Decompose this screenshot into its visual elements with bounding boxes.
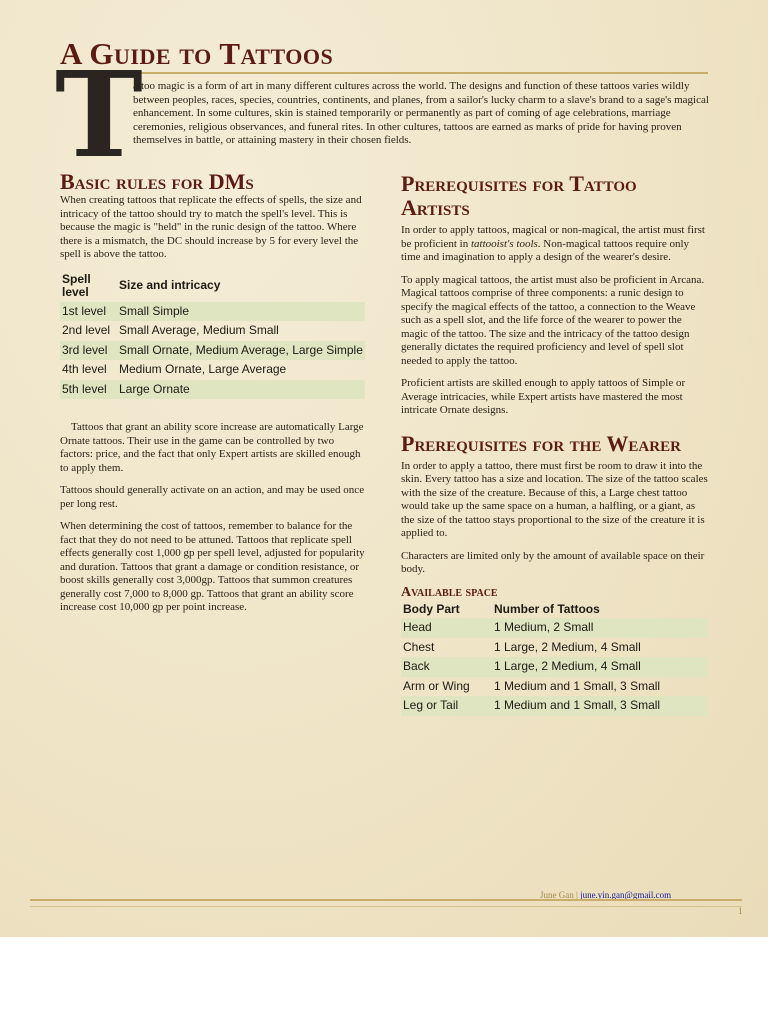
text-span: In order to apply tattoos, magical or non-magical, the artist must first be proficient in — [401, 224, 705, 250]
table-row — [401, 677, 708, 697]
heading-wearer: Prerequisites for the Wearer — [401, 430, 681, 456]
table-header-row — [401, 601, 708, 619]
page-title: A Guide to Tattoos — [60, 36, 334, 71]
table-row — [60, 360, 365, 380]
table-cell: Small Simple — [117, 302, 365, 322]
table-cell: Large Ornate — [117, 380, 365, 400]
left-column — [60, 170, 365, 624]
table-row — [401, 696, 708, 716]
intro-paragraph: attoo magic is a form of art in many different cultures across the world. The designs and function of these tattoos varies wildly between peoples, races, species, countries, continents, and planes, from a sailor's lucky charm to a slave's brand to a sage's magical enhancement. In some cultures, skin is stained temporarily or permanently as part of coming of age celebrations, marriage ceremonies, religious observances, and funeral rites. In other cultures, tattoos are earned as marks of pride for having proven themselves in battle, or attaining mastery in their chosen fields. — [133, 80, 709, 146]
footer-divider — [30, 899, 742, 907]
artist-tiers-paragraph: Proficient artists are skilled enough to apply tattoos of Simple or Average intricacies, while Expert artists have mastered the most intricate Ornate designs. — [401, 377, 686, 416]
table-cell: 1 Medium, 2 Small — [492, 618, 708, 638]
table-cell: 1 Large, 2 Medium, 4 Small — [492, 657, 708, 677]
wearer-room-paragraph: In order to apply a tattoo, there must first be room to draw it into the skin. Every tattoo has a size and location. The size of the tattoo scales with the size of the creature. Because of this, a Large chest tattoo would take up the same space on a human, a halfling, or a giant, as the size of the tattoo stays proportional to the size of the creature it is applied to. — [401, 459, 708, 539]
table-row — [401, 638, 708, 658]
space-limit-paragraph: Characters are limited only by the amount of available space on their body. — [401, 549, 705, 575]
available-space-title: Available space — [401, 584, 498, 600]
right-column — [401, 172, 708, 716]
table-cell: Medium Ornate, Large Average — [119, 362, 287, 376]
table-header-cell: Body Part — [403, 601, 460, 616]
table-row — [60, 321, 365, 341]
table-row — [60, 341, 365, 361]
cost-paragraph: When determining the cost of tattoos, remember to balance for the fact that they do not need to be attuned. Tattoos that replicate spell effects generally cost 1,000 gp per spell level, adjusted for popularity and duration. Tattoos that grant a damage or condition resistance, or boost skills generally cost 3,000gp. Tattoos that summon creatures generally cost 7,000 to 8,000 gp. Tattoos that grant an ability score increase cost 10,000 gp per point increase. — [60, 520, 365, 613]
intro-dropcap: T — [55, 45, 143, 184]
table-cell: Arm or Wing — [403, 678, 470, 693]
table-cell: 1st level — [60, 302, 117, 322]
table-header-cell: Size and intricacy — [119, 278, 221, 293]
magical-tattoos-paragraph: To apply magical tattoos, the artist must also be proficient in Arcana. Magical tattoos comprise of three components: a runic design to specify the magical effects of the tattoo, a connection to the Weave such as a spell slot, and the life force of the wearer to power the magic of the tattoo. The size and the intricacy of the tattoo design generally dictates the required proficiency and level of spell slot needed to apply the tattoo. — [401, 273, 705, 367]
table-cell: Small Average, Medium Small — [119, 323, 279, 337]
artist-proficiency-paragraph — [401, 224, 708, 265]
table-cell: Small Ornate, Medium Average, Large Simple — [117, 341, 365, 361]
table-cell: 2nd level — [62, 323, 111, 337]
table-cell: 1 Medium and 1 Small, 3 Small — [492, 696, 708, 716]
title-divider — [60, 72, 708, 74]
table-cell: Head — [401, 618, 492, 638]
heading-basic-rules: Basic rules for DMs — [60, 169, 254, 194]
basic-rules-paragraph: When creating tattoos that replicate the effects of spells, the size and intricacy of the tattoo should try to match the spell's level. This is because the magic is "held" in the runic design of the tattoo. Where there is a mismatch, the DC should increase by 5 for every level the spell is above the tattoo. — [60, 194, 362, 260]
table-row — [60, 380, 365, 400]
table-cell: Chest — [403, 639, 435, 654]
heading-tattoo-artists: Prerequisites for Tattoo Artists — [401, 171, 637, 220]
table-row — [60, 302, 365, 322]
activation-paragraph: Tattoos should generally activate on an action, and may be used once per long rest. — [60, 484, 365, 510]
table-cell: 4th level — [62, 362, 107, 376]
page-number: 1 — [738, 906, 743, 916]
table-cell: 5th level — [60, 380, 117, 400]
text-span: . Non-magical tattoos require only time and imagination to apply a design of the wearer's desire. — [401, 237, 690, 263]
table-cell: 3rd level — [60, 341, 117, 361]
footer-separator: | — [573, 890, 581, 900]
footer-author: June Gan — [540, 890, 574, 900]
table-cell: Leg or Tail — [401, 696, 492, 716]
footer-email-link[interactable]: june.yin.gan@gmail.com — [580, 890, 672, 900]
table-cell: Back — [401, 657, 492, 677]
table-header-cell: Spell level — [62, 271, 91, 299]
table-cell: 1 Medium and 1 Small, 3 Small — [494, 678, 661, 693]
table-row — [401, 657, 708, 677]
table-header-cell: Number of Tattoos — [494, 601, 600, 616]
table-header-row — [60, 271, 365, 302]
ability-score-paragraph: Tattoos that grant an ability score increase are automatically Large Ornate tattoos. Their use in the game can be controlled by two factors: price, and the fact that only Expert artists are skilled enough to apply them. — [60, 421, 364, 474]
table-cell: 1 Large, 2 Medium, 4 Small — [494, 639, 641, 654]
tattooist-tools-term: tattooist's tools — [470, 237, 538, 250]
spell-level-table — [60, 271, 365, 400]
table-row — [401, 618, 708, 638]
available-space-table — [401, 601, 708, 716]
